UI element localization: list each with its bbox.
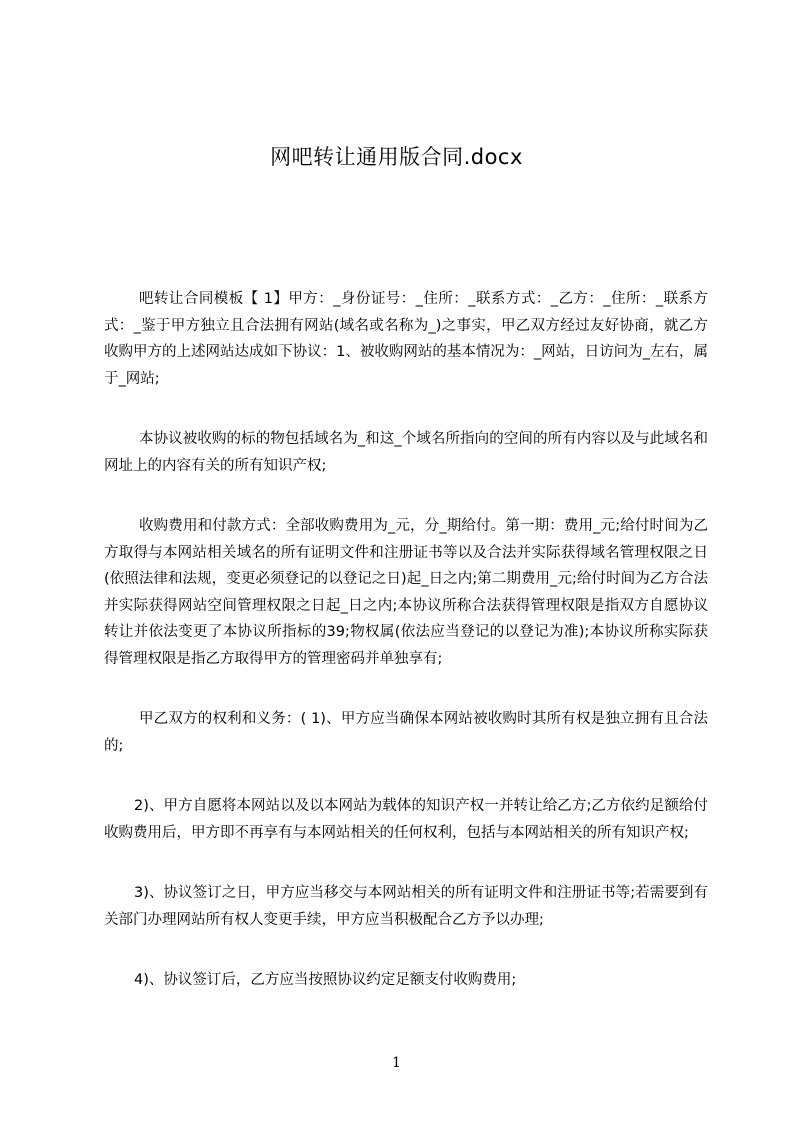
paragraph-rights-4: 4)、协议签订后，乙方应当按照协议约定足额支付收购费用; — [134, 972, 517, 988]
paragraph-payment: 收购费用和付款方式：全部收购费用为_元，分_期给付。第一期：费用_元;给付时间为乙方取得与本网站相关域名的所有证明文件和注册证书等以及合法并实际获得域名管理权限之日(依照法律和法规，变更必须登记的以登记之日)起_日之内;第二期费用_元;给付时间为乙方合法并实际获得网站空间管理权限之日起_日之内;本协议所称合法获得管理权限是指双方自愿协议转让并依法变更了本协议所指标的39;物权属(依法应当登记的以登记为准);本协议所称实际获得管理权限是指乙方取得甲方的管理密码并单独享有; — [104, 518, 708, 667]
paragraph-rights-3: 3)、协议签订之日，甲方应当移交与本网站相关的所有证明文件和注册证书等;若需要到有关部门办理网站所有权人变更手续，甲方应当积极配合乙方予以办理; — [104, 885, 708, 928]
paragraph-rights-1: 甲乙双方的权利和义务：( 1)、甲方应当确保本网站被收购时其所有权是独立拥有且合法的; — [104, 711, 708, 754]
document-body — [104, 286, 708, 1028]
paragraph-subject-matter: 本协议被收购的标的物包括域名为_和这_个域名所指向的空间的所有内容以及与此域名和网址上的内容有关的所有知识产权; — [104, 431, 708, 474]
document-title: 网吧转让通用版合同.docx — [270, 145, 523, 169]
paragraph-rights-2: 2)、甲方自愿将本网站以及以本网站为载体的知识产权一并转让给乙方;乙方依约足额给付收购费用后，甲方即不再享有与本网站相关的任何权利，包括与本网站相关的所有知识产权; — [104, 798, 708, 841]
page-number: 1 — [392, 1055, 401, 1071]
paragraph-intro: 吧转让合同模板【 1】甲方：_身份证号：_住所：_联系方式：_乙方：_住所：_联系方式：_鉴于甲方独立且合法拥有网站(域名或名称为_)之事实，甲乙双方经过友好协商，就乙方收购甲方的上述网站达成如下协议：1、被收购网站的基本情况为：_网站，日访问为_左右，属于_网站; — [104, 291, 708, 387]
